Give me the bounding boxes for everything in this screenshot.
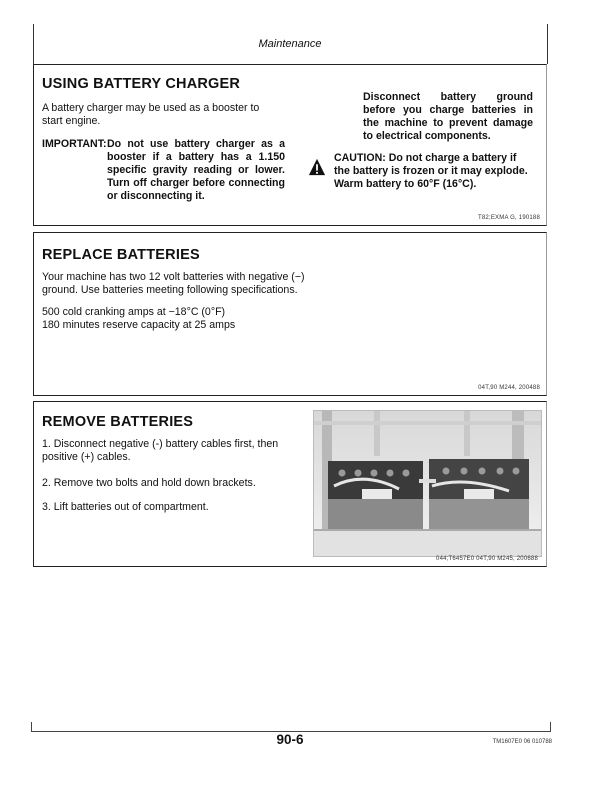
footer-code: TM1607E0 06 010788 xyxy=(492,739,552,745)
replace-intro: Your machine has two 12 volt batteries with negative (−) ground. Use batteries meeting following specifications. xyxy=(42,271,305,296)
section-title: USING BATTERY CHARGER xyxy=(42,76,241,92)
reference-code: 04T,90 M244, 200488 xyxy=(478,385,540,391)
section-replace-batteries xyxy=(33,232,547,396)
section-remove-batteries xyxy=(33,401,547,567)
reference-code: T82;EXMA G, 190188 xyxy=(478,215,540,221)
running-head: Maintenance xyxy=(258,38,322,50)
section-title: REMOVE BATTERIES xyxy=(42,414,194,430)
important-label: IMPORTANT: xyxy=(42,138,107,150)
step-2: 2. Remove two bolts and hold down brackets. xyxy=(42,477,256,489)
charger-intro: A battery charger may be used as a booster to start engine. xyxy=(42,102,260,127)
disconnect-note: Disconnect battery ground before you charge batteries in the machine to prevent damage to electrical components. xyxy=(363,91,533,142)
step-1: 1. Disconnect negative (-) battery cables first, then positive (+) cables. xyxy=(42,438,279,463)
spec-reserve-capacity: 180 minutes reserve capacity at 25 amps xyxy=(42,319,236,331)
caution-text: CAUTION: Do not charge a battery if the battery is frozen or it may explode. Warm battery to 60°F (16°C). xyxy=(334,152,528,190)
spec-cranking-amps: 500 cold cranking amps at −18°C (0°F) xyxy=(42,306,226,318)
battery-compartment-photo xyxy=(313,410,542,557)
reference-code: 044;T6457E0 04T,90 M245, 200688 xyxy=(436,556,538,562)
important-text: Do not use battery charger as a booster if a battery has a 1.150 specific gravity reading or lower. Turn off charger before connecting or disconnecting it. xyxy=(107,138,285,202)
battery-specs xyxy=(42,306,322,332)
section-using-battery-charger xyxy=(33,64,547,226)
step-3: 3. Lift batteries out of compartment. xyxy=(42,501,209,513)
page-number: 90-6 xyxy=(276,732,304,747)
warning-triangle-icon xyxy=(308,158,326,176)
section-title: REPLACE BATTERIES xyxy=(42,247,200,263)
